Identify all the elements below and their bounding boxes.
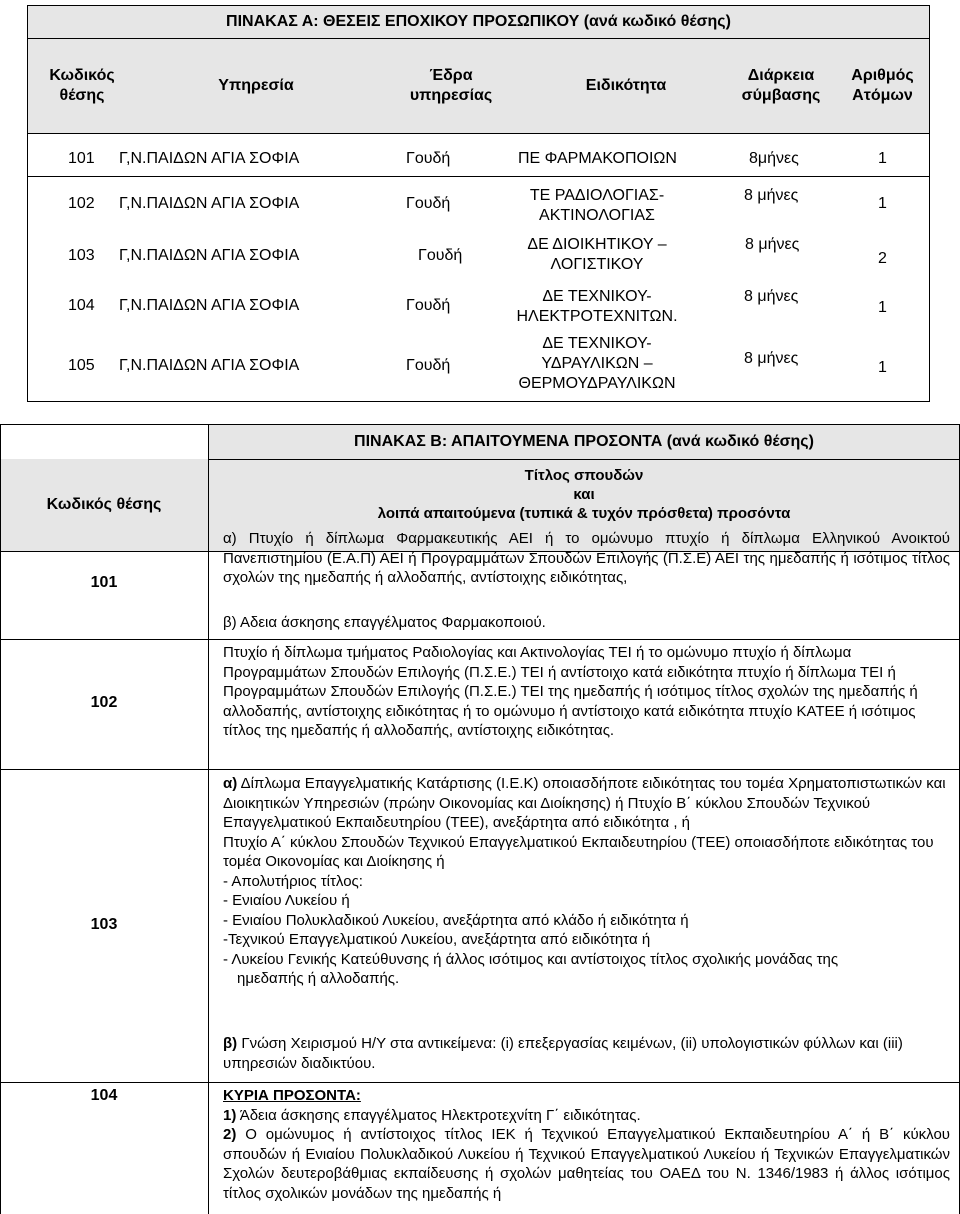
row-code: 104 bbox=[68, 297, 95, 314]
row-service: Γ,Ν.ΠΑΙΔΩΝ ΑΓΙΑ ΣΟΦΙΑ bbox=[119, 297, 300, 314]
row-specialty: ΔΕ ΤΕΧΝΙΚΟΥ- ΗΛΕΚΤΡΟΤΕΧΝΙΤΩΝ. bbox=[516, 288, 678, 325]
row-count: 1 bbox=[878, 359, 887, 376]
req-102: Πτυχίο ή δίπλωμα τμήματος Ραδιολογίας και Ακτινολογίας ΤΕΙ ή το ομώνυμο πτυχίο ή δίπλωμα Προγραμμάτων Σπουδών Επιλογής (Π.Σ.Ε.) ΤΕΙ ή αντίστοιχο κατά ειδικότητα πτυχίο ή δίπλωμα ΤΕΙ ή Προγραμμάτων Σπουδών Επιλογής (Π.Σ.Ε.) ΤΕΙ της ημεδαπής ή ισότιμος τίτλος σχολών της ημεδαπής ή αλλοδαπής, αντίστοιχης ειδικότητας ή το ομώνυμο ή αντίστοιχο κατά ειδικότητα πτυχίο ΚΑΤΕΕ ή ισότιμος τίτλος της ημεδαπής ή αλλοδαπής, αντίστοιχης ειδικότητας. bbox=[223, 644, 918, 739]
grid-line bbox=[0, 1082, 960, 1083]
row-divider bbox=[28, 176, 929, 177]
row-code: 105 bbox=[68, 357, 95, 374]
row-service: Γ,Ν.ΠΑΙΔΩΝ ΑΓΙΑ ΣΟΦΙΑ bbox=[119, 150, 300, 167]
req-101-a: α) Πτυχίο ή δίπλωμα Φαρμακευτικής ΑΕΙ ή το ομώνυμο πτυχίο ή δίπλωμα Ελληνικού Ανοικτού Πανεπιστημίου (Ε.Α.Π) ΑΕΙ ή Προγραμμάτων Σπουδών Επιλογής (Π.Σ.Ε) ΑΕΙ της ημεδαπής ή ισότιμος τίτλος σχολών της ημεδαπής ή αλλοδαπής, αντίστοιχης ειδικότητας, bbox=[223, 530, 950, 586]
grid-line bbox=[208, 424, 209, 1214]
row-duration: 8 μήνες bbox=[745, 236, 800, 253]
row-count: 1 bbox=[878, 150, 887, 167]
grid-line bbox=[0, 769, 960, 770]
row-service: Γ,Ν.ΠΑΙΔΩΝ ΑΓΙΑ ΣΟΦΙΑ bbox=[119, 357, 300, 374]
row-specialty: ΤΕ ΡΑΔΙΟΛΟΓΙΑΣ- ΑΚΤΙΝΟΛΟΓΙΑΣ bbox=[529, 187, 665, 224]
row-seat: Γουδή bbox=[406, 357, 451, 374]
row-code: 103 bbox=[68, 247, 95, 264]
row-duration: 8μήνες bbox=[749, 150, 799, 167]
row-seat: Γουδή bbox=[418, 247, 463, 264]
code-101: 101 bbox=[90, 574, 118, 591]
row-seat: Γουδή bbox=[406, 195, 451, 212]
code-104: 104 bbox=[90, 1087, 118, 1104]
req-101-b: β) Αδεια άσκησης επαγγέλματος Φαρμακοποιού. bbox=[223, 614, 546, 631]
req-103-a: α) Δίπλωμα Επαγγελματικής Κατάρτισης (Ι.Ε.Κ) οποιασδήποτε ειδικότητας του τομέα Χρηματοπιστωτικών και Διοικητικών Υπηρεσιών (πρώην Οικονομίας και Διοίκησης) ή Πτυχίο Β΄ κύκλου Σπουδών Τεχνικού Επαγγελματικού Εκπαιδευτηρίου (ΤΕΕ), ανεξάρτητα από ειδικότητα , ή Πτυχίο Α΄ κύκλου Σπουδών Τεχνικού Επαγγελματικού Εκπαιδευτηρίου (ΤΕΕ) οποιασδήποτε ειδικότητας του τομέα Οικονομίας και Διοίκησης ή - Απολυτήριος τίτλος: - Ενιαίου Λυκείου ή - Ενιαίου Πολυκλαδικού Λυκείου, ανεξάρτητα από κλάδο ή ειδικότητα ή -Τεχνικού Επαγγελματικού Λυκείου, ανεξάρτητα από ειδικότητα ή - Λυκείου Γενικής Κατεύθυνσης ή άλλος ισότιμος και αντίστοιχος τίτλος σχολικής μονάδας της ημεδαπής ή αλλοδαπής. bbox=[223, 775, 946, 987]
row-count: 1 bbox=[878, 299, 887, 316]
row-count: 2 bbox=[878, 250, 887, 267]
req-103-b: β) Γνώση Χειρισμού Η/Υ στα αντικείμενα: (i) επεξεργασίας κειμένων, (ii) υπολογιστικών φύλλων και (iii) υπηρεσιών διαδικτύου. bbox=[223, 1035, 903, 1072]
table-a-title: ΠΙΝΑΚΑΣ Α: ΘΕΣΕΙΣ ΕΠΟΧΙΚΟΥ ΠΡΟΣΩΠΙΚΟΥ (ανά κωδικό θέσης) bbox=[28, 6, 929, 39]
header-requirements: Τίτλος σπουδών και λοιπά απαιτούμενα (τυπικά & τυχόν πρόσθετα) προσόντα bbox=[208, 459, 960, 551]
table-a-header bbox=[28, 39, 929, 134]
grid-line bbox=[0, 639, 960, 640]
code-102: 102 bbox=[90, 694, 118, 711]
row-code: 102 bbox=[68, 195, 95, 212]
row-code: 101 bbox=[68, 150, 95, 167]
row-specialty: ΠΕ ΦΑΡΜΑΚΟΠΟΙΩΝ bbox=[518, 150, 677, 167]
row-service: Γ,Ν.ΠΑΙΔΩΝ ΑΓΙΑ ΣΟΦΙΑ bbox=[119, 247, 300, 264]
header-code: Κωδικός θέσης bbox=[49, 67, 115, 104]
header-service: Υπηρεσία bbox=[218, 77, 294, 94]
row-duration: 8 μήνες bbox=[744, 350, 799, 367]
table-b-title: ΠΙΝΑΚΑΣ Β: ΑΠΑΙΤΟΥΜΕΝΑ ΠΡΟΣΟΝΤΑ (ανά κωδικό θέσης) bbox=[208, 424, 960, 459]
row-seat: Γουδή bbox=[406, 297, 451, 314]
header-duration: Διάρκεια σύμβασης bbox=[741, 67, 821, 104]
grid-line bbox=[0, 424, 960, 425]
row-specialty: ΔΕ ΤΕΧΝΙΚΟΥ- ΥΔΡΑΥΛΙΚΩΝ – ΘΕΡΜΟΥΔΡΑΥΛΙΚΩΝ bbox=[518, 335, 676, 392]
req-104: ΚΥΡΙΑ ΠΡΟΣΟΝΤΑ: 1) Άδεια άσκησης επαγγέλματος Ηλεκτροτεχνίτη Γ΄ ειδικότητας. 2) Ο ομώνυμος ή αντίστοιχος τίτλος ΙΕΚ ή Τεχνικού Επαγγελματικού Εκπαιδευτηρίου Α΄ ή Β΄ κύκλου σπουδών ή Ενιαίου Πολυκλαδικού Λυκείου ή Τεχνικού Επαγγελματικού Λυκείου ή Τεχνικών Επαγγελματικών Σχολών δευτεροβάθμιας εκπαίδευσης ή σχολών μαθητείας του ΟΑΕΔ του Ν. 1346/1983 ή άλλος ισότιμος τίτλος σχολικών μονάδων της ημεδαπής ή bbox=[223, 1087, 951, 1202]
row-specialty: ΔΕ ΔΙΟΙΚΗΤΙΚΟΥ – ΛΟΓΙΣΤΙΚΟΥ bbox=[527, 236, 667, 273]
row-duration: 8 μήνες bbox=[744, 187, 799, 204]
header-code: Κωδικός θέσης bbox=[0, 459, 208, 551]
header-seat: Έδρα υπηρεσίας bbox=[409, 67, 493, 104]
header-count: Αριθμός Ατόμων bbox=[851, 67, 914, 104]
row-count: 1 bbox=[878, 195, 887, 212]
row-duration: 8 μήνες bbox=[744, 288, 799, 305]
table-a bbox=[27, 5, 930, 402]
row-service: Γ,Ν.ΠΑΙΔΩΝ ΑΓΙΑ ΣΟΦΙΑ bbox=[119, 195, 300, 212]
code-103: 103 bbox=[90, 916, 118, 933]
grid-line bbox=[208, 459, 960, 460]
table-b bbox=[0, 424, 960, 1214]
header-specialty: Ειδικότητα bbox=[585, 77, 667, 94]
row-seat: Γουδή bbox=[406, 150, 451, 167]
